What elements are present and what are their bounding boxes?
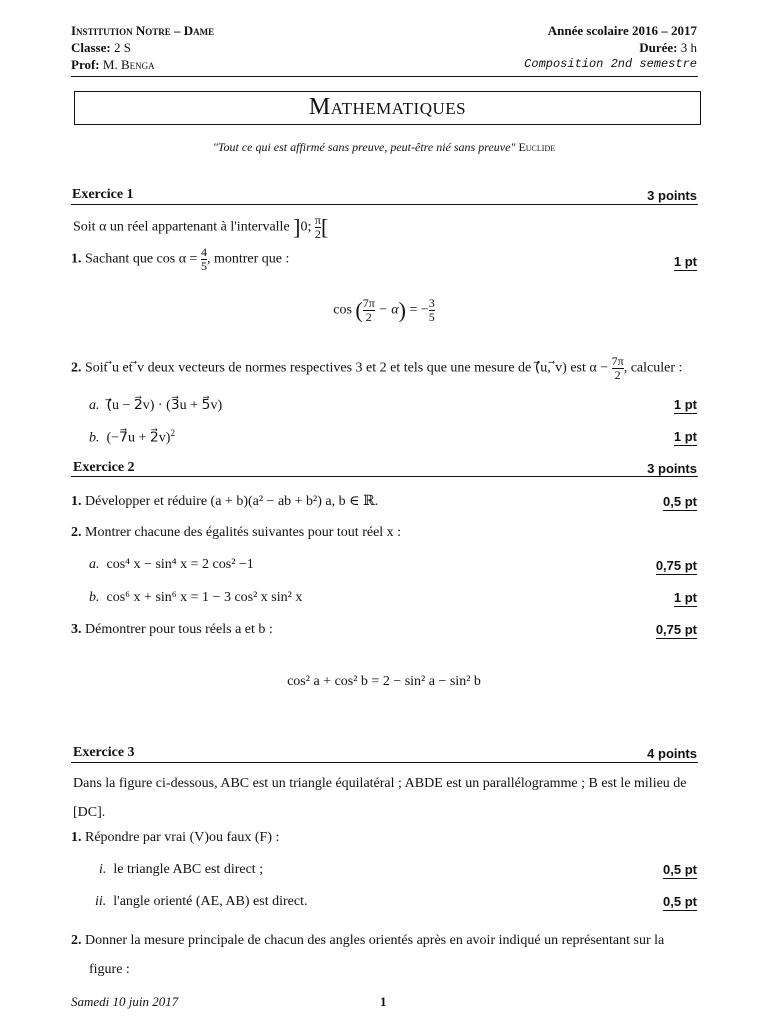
- ex3-qii: ii. l'angle orienté (AE, AB) est direct.: [95, 894, 308, 909]
- ex3-q1: 1. Répondre par vrai (V)ou faux (F) :: [71, 830, 280, 845]
- ex2-q1: 1. Développer et réduire (a + b)(a² − ab + b²) a, b ∈ ℝ.: [71, 494, 379, 509]
- duree-line: Durée: 3 h: [639, 40, 697, 55]
- ex2-q2: 2. Montrer chacune des égalités suivantes pour tout réel x :: [71, 525, 402, 540]
- ex2-q3-pts: 0,75 pt: [655, 622, 697, 637]
- ex1-qa-pts: 1 pt: [673, 397, 697, 412]
- classe-line: Classe: 2 S: [71, 40, 131, 55]
- header-rule: [71, 76, 698, 77]
- ex3-qi-pts: 0,5 pt: [663, 862, 697, 877]
- ex2-q3: 3. Démontrer pour tous réels a et b :: [71, 622, 273, 637]
- ex1-title: Exercice 1: [72, 187, 134, 202]
- institution: Institution Notre – Dame: [71, 23, 215, 38]
- ex2-equation: cos² a + cos² b = 2 − sin² a − sin² b: [287, 674, 481, 689]
- ex3-title: Exercice 3: [73, 745, 135, 760]
- page-number: 1: [380, 994, 387, 1009]
- ex1-rule: [71, 204, 698, 205]
- ex2-qb-pts: 1 pt: [673, 590, 697, 605]
- footer-date: Samedi 10 juin 2017: [71, 994, 179, 1009]
- ex2-qa: a. cos⁴ x − sin⁴ x = 2 cos² −1: [89, 557, 254, 572]
- ex3-qi: i. le triangle ABC est direct ;: [99, 862, 264, 877]
- ex1-qb: b. (−7⃗u + 2⃗v)$^2$: [89, 428, 175, 446]
- ex1-q2: 2. Soit ⃗u et ⃗v deux vecteurs de normes respectives 3 et 2 et tels que une mesure de (⃗u, ⃗v) est α − $\frac{7\pi}{2}$ , calculer :: [71, 354, 683, 382]
- ex1-equation: cos ( $\frac{7\pi}{2}$ − α) = − $\frac{3}{5}$: [333, 296, 435, 324]
- ex2-q1-pts: 0,5 pt: [663, 494, 697, 509]
- ex2-rule: [71, 476, 698, 477]
- ex3-intro: Dans la figure ci-dessous, ABC est un triangle équilatéral ; ABDE est un parallélogramme ; B est le milieu de [DC].: [73, 776, 687, 820]
- ex1-points: 3 points: [647, 188, 697, 203]
- composition: Composition 2nd semestre: [524, 57, 697, 71]
- title-box: [74, 91, 701, 125]
- header-left: [71, 22, 214, 73]
- quote: "Tout ce qui est affirmé sans preuve, peut-être nié sans preuve" Euclide: [212, 140, 556, 154]
- ex3-points: 4 points: [647, 746, 697, 761]
- prof-line: Prof: M. Benga: [71, 57, 155, 72]
- ex2-points: 3 points: [647, 461, 697, 476]
- ex2-title: Exercice 2: [73, 460, 135, 475]
- ex1-intro: Soit α un réel appartenant à l'intervalle ]0; $\frac{\pi}{2}$ [: [73, 213, 329, 241]
- ex1-q1: 1. Sachant que cos α = $\frac{4}{5}$ , montrer que :: [71, 245, 290, 273]
- annee: Année scolaire 2016 – 2017: [547, 23, 697, 38]
- ex1-qb-pts: 1 pt: [673, 429, 697, 444]
- ex1-qa: a. (⃗u − 2⃗v) · (3⃗u + 5⃗v): [89, 398, 223, 413]
- ex2-qb: b. cos⁶ x + sin⁶ x = 1 − 3 cos² x sin² x: [89, 590, 303, 605]
- ex1-q1-pts: 1 pt: [673, 254, 697, 269]
- ex2-qa-pts: 0,75 pt: [655, 558, 697, 573]
- ex3-qii-pts: 0,5 pt: [663, 894, 697, 909]
- ex3-q2: 2. Donner la mesure principale de chacun des angles orientés après en avoir indiqué un représentant sur la figure :: [71, 933, 665, 977]
- page-title: Mathematiques: [308, 94, 467, 120]
- header-right: [524, 22, 697, 73]
- ex3-rule: [71, 762, 698, 763]
